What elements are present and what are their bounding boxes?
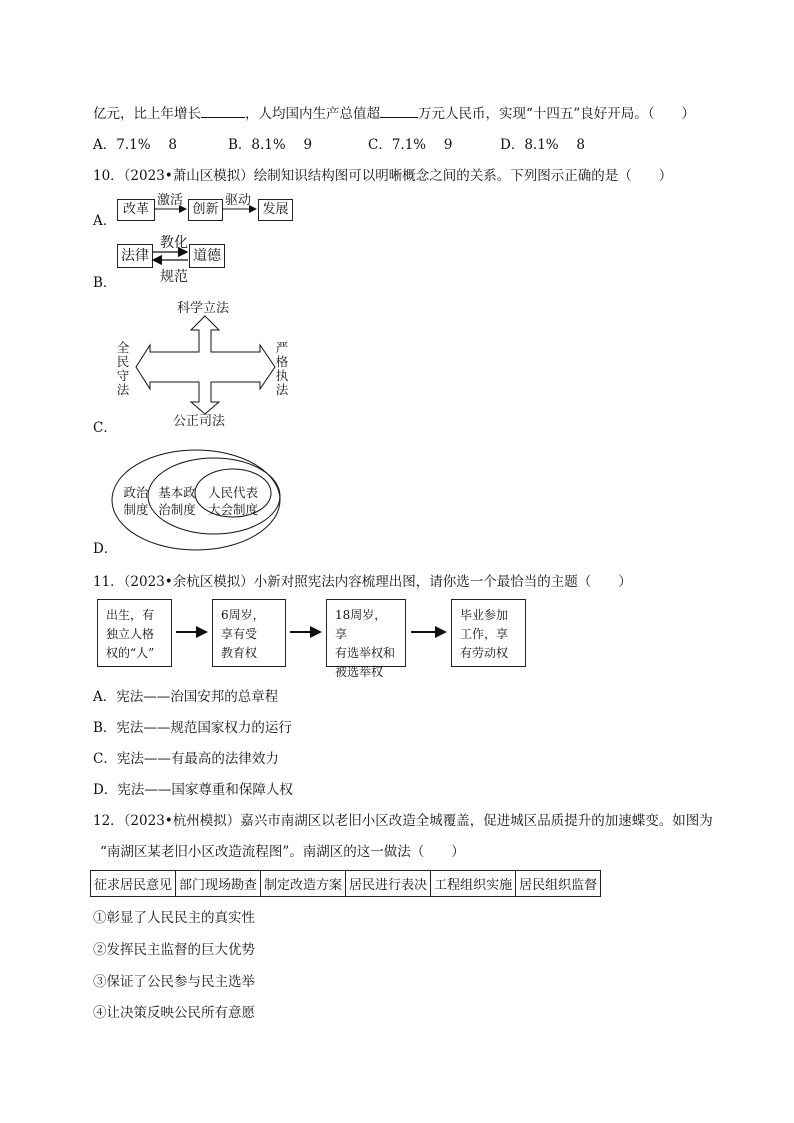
q12-statement-1: ①彰显了人民民主的真实性	[93, 910, 255, 926]
q11-option-b: B．宪法——规范国家权力的运行	[93, 720, 292, 736]
q10-c-cross-arrow	[136, 316, 275, 414]
q11-box-3: 18周岁，享 有选举权和 被选举权	[326, 599, 406, 667]
q9-text-c: 万元人民币，实现“十四五”良好开局。（ ）	[418, 106, 696, 122]
q11-box-2: 6周岁， 享有受 教育权	[212, 599, 286, 667]
q9-option-b: B．8.1% 9	[228, 137, 313, 153]
q9-text-a: 亿元，比上年增长	[93, 106, 201, 122]
q9-option-c: C．7.1% 9	[368, 137, 453, 153]
q12-stem-line-2: “南湖区某老旧小区改造流程图”。南湖区的这一做法（ ）	[100, 844, 465, 860]
q10-d-middle-label: 基本政 治制度	[158, 485, 196, 517]
q11-box-1: 出生，有 独立人格 权的“人”	[97, 599, 172, 667]
q10-a-box-2: 创新	[188, 199, 223, 221]
q10-c-left-label: 全 民 守 法	[116, 340, 130, 397]
q10-a-box-3: 发展	[258, 199, 293, 221]
q12-statement-2: ②发挥民主监督的巨大优势	[93, 942, 255, 958]
q10-a-arrow-label-2: 驱动	[225, 193, 252, 208]
q10-c-right-label: 严 格 执 法	[275, 340, 289, 397]
q10-d-middle-ellipse	[148, 458, 280, 534]
q10-d-inner-ellipse	[195, 469, 271, 517]
q10-a-letter: A．	[93, 213, 117, 229]
q10-stem: 10．（2023•萧山区模拟）绘制知识结构图可以明晰概念之间的关系。下列图示正确的是（ ）	[93, 168, 673, 184]
q12-step-5: 工程组织实施	[431, 871, 516, 897]
q11-stem: 11．（2023•余杭区模拟）小新对照宪法内容梳理出图，请你选一个最恰当的主题（ ）	[93, 574, 632, 590]
q12-step-4: 居民进行表决	[346, 871, 431, 897]
q11-option-a: A．宪法——治国安邦的总章程	[93, 689, 279, 705]
q10-c-letter: C．	[93, 420, 117, 436]
q10-b-top-label: 教化	[160, 235, 188, 251]
q10-b-box-1: 法律	[117, 244, 153, 268]
q12-statement-3: ③保证了公民参与民主选举	[93, 974, 255, 990]
q12-statement-4: ④让决策反映公民所有意愿	[93, 1005, 255, 1021]
q10-d-inner-label: 人民代表 大会制度	[207, 485, 258, 517]
q9-option-d: D．8.1% 8	[500, 137, 586, 153]
q12-step-6: 居民组织监督	[516, 871, 601, 897]
q10-d-letter: D．	[93, 541, 118, 557]
q12-step-1: 征求居民意见	[91, 871, 176, 897]
q12-step-3: 制定改造方案	[261, 871, 346, 897]
q10-a-box-1: 改革	[117, 199, 155, 221]
q10-c-bottom-label: 公正司法	[173, 414, 226, 429]
q10-c-top-label: 科学立法	[177, 301, 230, 316]
q11-option-c: C．宪法——有最高的法律效力	[93, 751, 279, 767]
q12-stem-line-1: 12．（2023•杭州模拟）嘉兴市南湖区以老旧小区改造全城覆盖，促进城区品质提升的加速蝶变。如图为	[93, 813, 713, 829]
q11-box-4: 毕业参加 工作，享 有劳动权	[451, 599, 526, 667]
q12-step-2: 部门现场勘查	[176, 871, 261, 897]
q10-b-box-2: 道德	[189, 244, 225, 268]
q10-b-bottom-label: 规范	[160, 269, 188, 285]
q9-option-a: A．7.1% 8	[93, 137, 177, 153]
q10-a-arrow-label-1: 激活	[157, 193, 184, 208]
q11-option-d: D．宪法——国家尊重和保障人权	[93, 782, 293, 798]
q9-text-b: ，人均国内生产总值超	[245, 106, 380, 122]
q10-d-outer-label: 政治 制度	[123, 485, 149, 517]
q10-b-letter: B．	[93, 275, 117, 291]
